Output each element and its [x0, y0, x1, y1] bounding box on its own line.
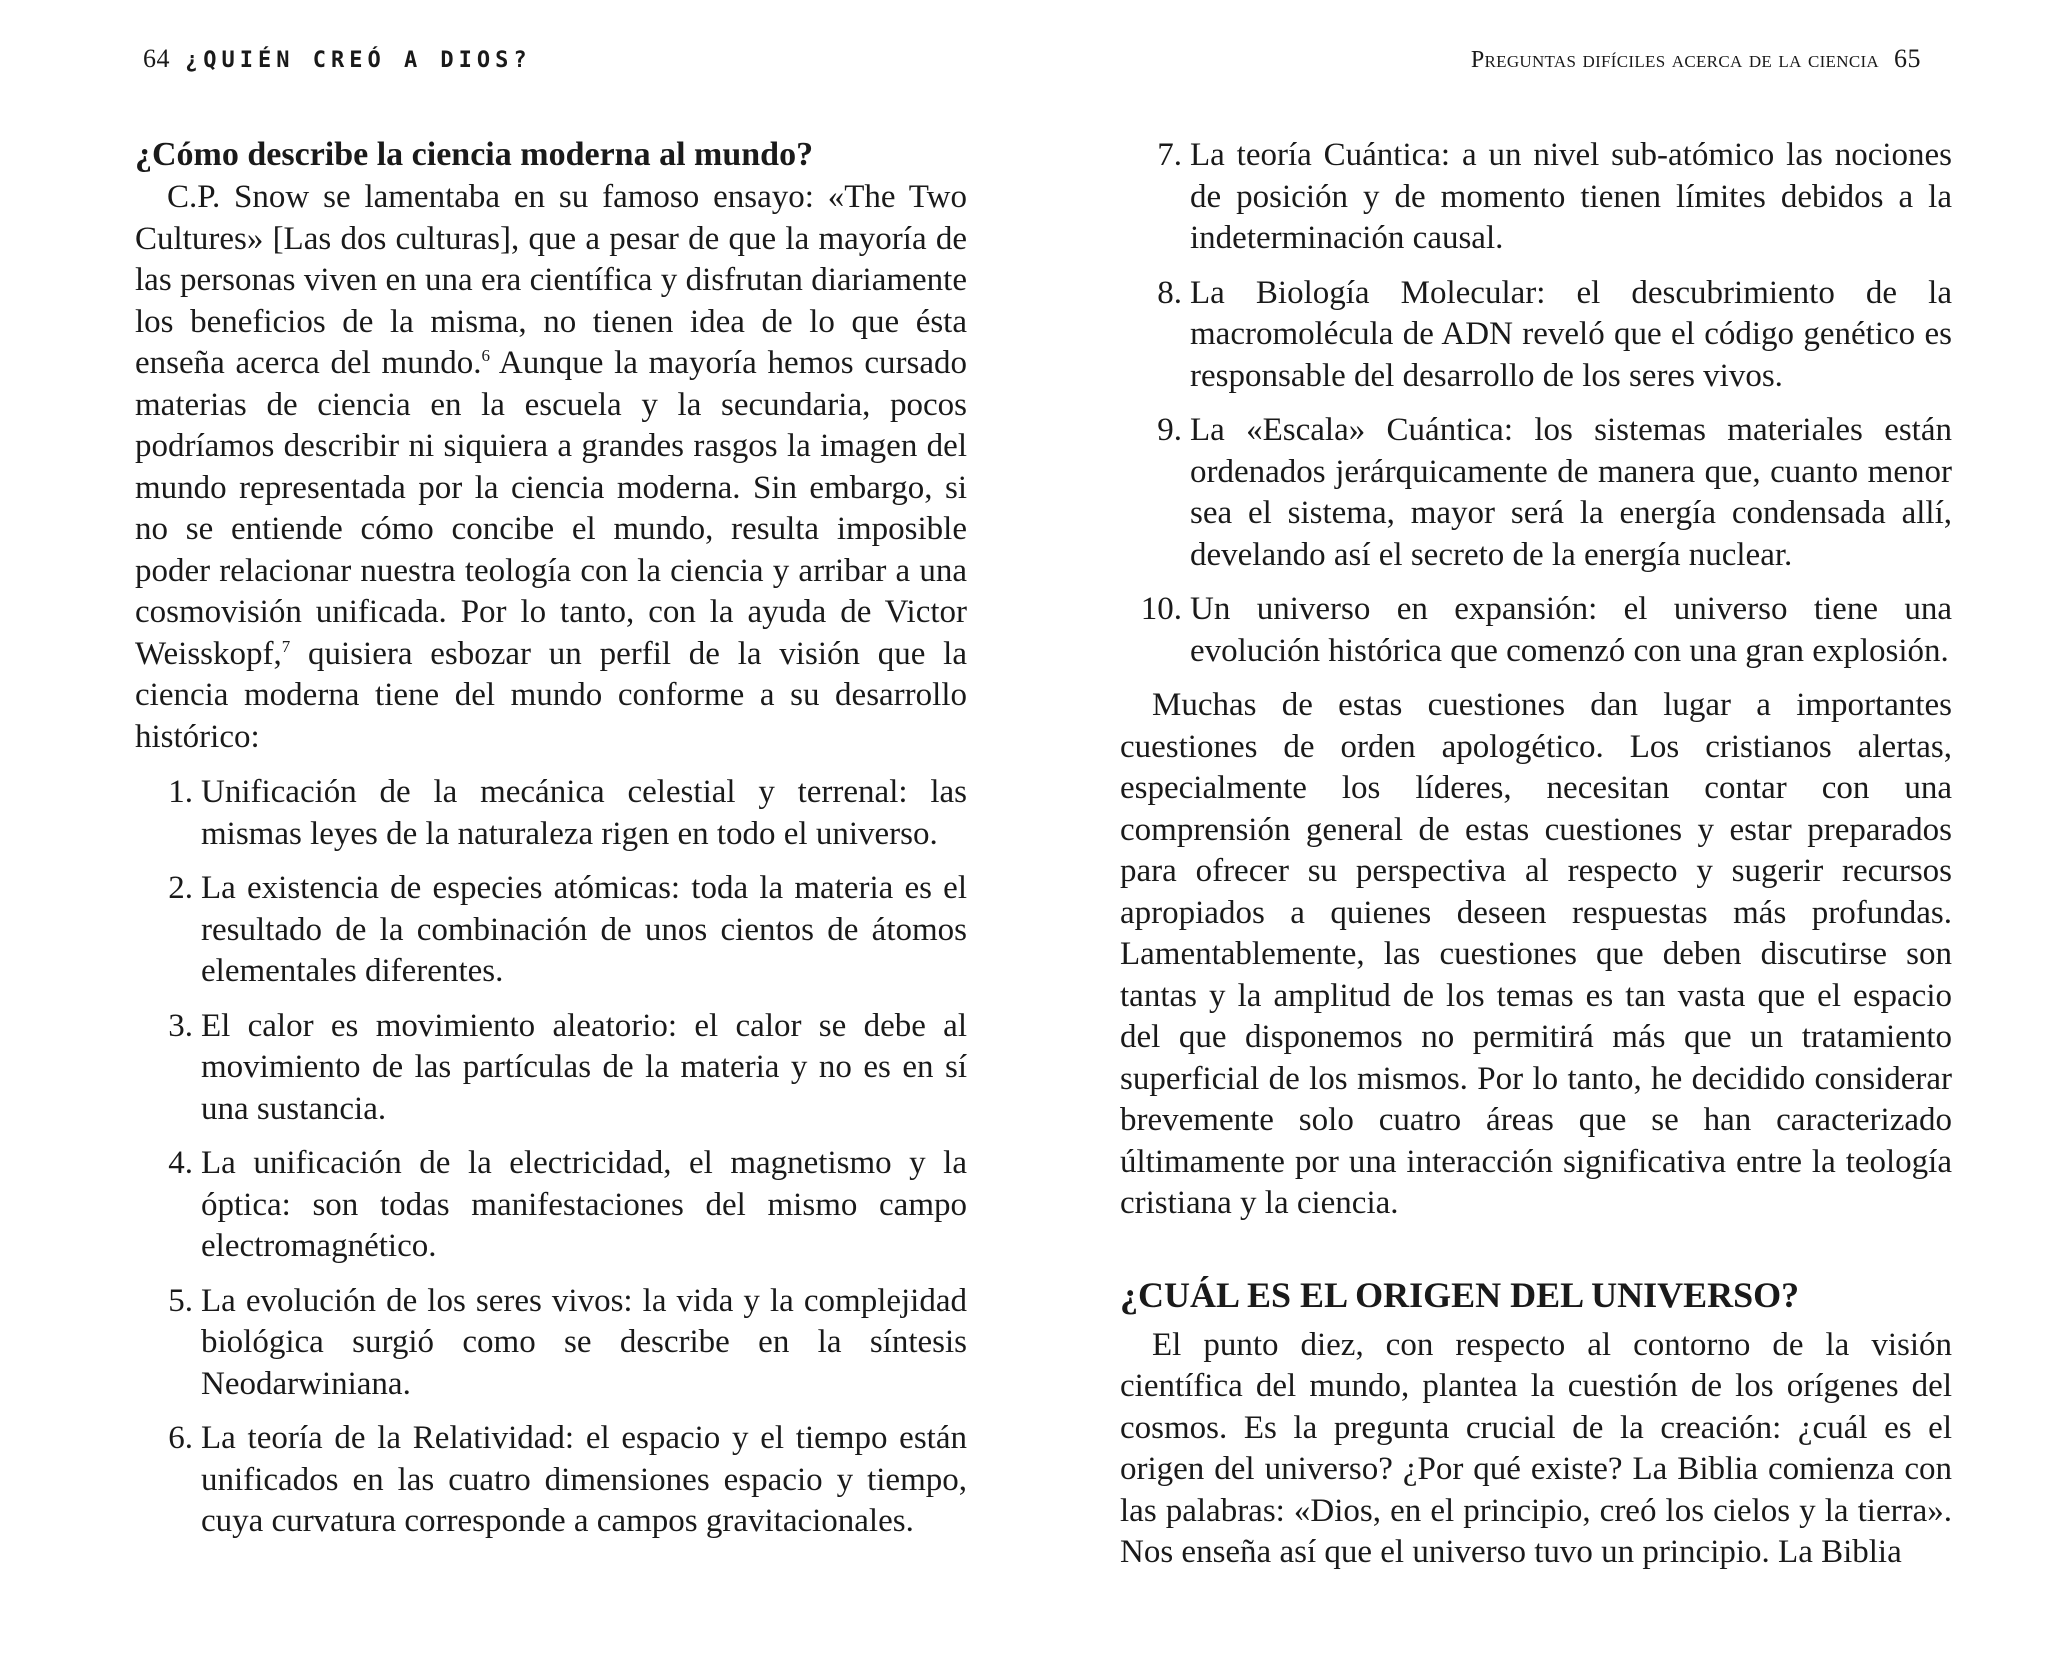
item-number: 10. — [1140, 591, 1182, 627]
section-heading: ¿CUÁL ES EL ORIGEN DEL UNIVERSO? — [1120, 1274, 1800, 1315]
list-item — [135, 1418, 967, 1543]
item-text: La teoría de la Relatividad: el espacio y el tiempo están unificados en las cuatro dimensiones espacio y tiempo, cuya curvatura corresponde a campos gravitacionales. — [201, 1420, 967, 1539]
paragraph-text: C.P. Snow se lamentaba en su famoso ensayo: «The Two Cultures» [Las dos culturas], que a pesar de que la mayoría de las personas viven en una era científica y disfrutan diariamente los beneficios de la misma, no tienen idea de lo que ésta enseña acerca del mundo. — [135, 179, 967, 381]
list-item — [135, 1281, 967, 1406]
right-text-column — [1120, 135, 1952, 1574]
item-text: Unificación de la mecánica celestial y terrenal: las mismas leyes de la naturaleza rigen en todo el universo. — [201, 774, 967, 852]
item-text: La Biología Molecular: el descubrimiento de la macromolécula de ADN reveló que el código genético es responsable del desarrollo de los seres vivos. — [1190, 274, 1952, 394]
item-number: 8. — [1157, 274, 1182, 311]
left-text-column — [135, 135, 967, 1556]
item-number: 5. — [168, 1282, 193, 1319]
page-number: 65 — [1894, 44, 1921, 73]
list-item — [1120, 135, 1952, 260]
paragraph-text: Aunque la mayoría hemos cursado materias de ciencia en la escuela y la secundaria, pocos podríamos describir ni siquiera a grandes rasgos la imagen del mundo representada por la ciencia moderna. Sin embargo, si no se entiende cómo concibe el mundo, resulta imposible poder relacionar nuestra teología con la ciencia y arribar a una cosmovisión unificada. Por lo tanto, con la ayuda de Victor Weisskopf, — [135, 345, 967, 672]
item-text: El calor es movimiento aleatorio: el calor se debe al movimiento de las partículas de la materia y no es en sí una sustancia. — [201, 1007, 967, 1127]
item-text: La unificación de la electricidad, el magnetismo y la óptica: son todas manifestaciones del mismo campo electromagnético. — [201, 1145, 967, 1264]
item-number: 1. — [168, 774, 193, 810]
item-number: 3. — [168, 1007, 193, 1044]
item-number: 2. — [168, 870, 193, 906]
body-paragraph: El punto diez, con respecto al contorno de la visión científica del mundo, plantea la cuestión de los orígenes del cosmos. Es la pregunta crucial de la creación: ¿cuál es el origen del universo? ¿Por qué existe? La Biblia comienza con las palabras: «Dios, en el principio, creó los cielos y la tierra». Nos enseña así que el universo tuvo un principio. La Biblia — [1120, 1326, 1952, 1570]
footnote-ref: 6 — [481, 346, 490, 365]
item-number: 9. — [1157, 412, 1182, 448]
running-title: Preguntas difíciles acerca de la ciencia — [1470, 47, 1879, 73]
list-item — [135, 1143, 967, 1268]
item-number: 6. — [168, 1420, 193, 1456]
running-header-right — [1024, 44, 1929, 74]
item-number: 4. — [168, 1145, 193, 1181]
list-item — [135, 868, 967, 993]
list-item — [1120, 589, 1952, 672]
right-page — [1024, 0, 2048, 1667]
numbered-list — [135, 772, 967, 1543]
footnote-ref: 7 — [281, 636, 291, 656]
list-item — [1120, 273, 1952, 398]
running-header-left — [135, 44, 532, 74]
paragraph-text: quisiera esbozar un perfil de la visión que la ciencia moderna tiene del mundo conforme a su desarrollo histórico: — [135, 635, 967, 755]
subheading: ¿Cómo describe la ciencia moderna al mundo? — [135, 136, 814, 173]
list-item — [135, 1006, 967, 1131]
intro-paragraph — [135, 177, 967, 758]
running-title: ¿QUIÉN CREÓ A DIOS? — [185, 48, 532, 73]
item-text: La evolución de los seres vivos: la vida y la complejidad biológica surgió como se describe en la síntesis Neodarwiniana. — [201, 1282, 967, 1402]
numbered-list — [1120, 135, 1952, 672]
list-item — [135, 772, 967, 855]
item-number: 7. — [1157, 137, 1182, 173]
item-text: La existencia de especies atómicas: toda la materia es el resultado de la combinación de unos cientos de átomos elementales diferentes. — [201, 870, 967, 989]
item-text: La «Escala» Cuántica: los sistemas materiales están ordenados jerárquicamente de manera que, cuanto menor sea el sistema, mayor será la energía condensada allí, develando así el secreto de la energía nuclear. — [1190, 412, 1952, 573]
page-number: 64 — [143, 44, 170, 73]
item-text: Un universo en expansión: el universo tiene una evolución histórica que comenzó con una gran explosión. — [1190, 591, 1952, 669]
body-paragraph: Muchas de estas cuestiones dan lugar a importantes cuestiones de orden apologético. Los cristianos alertas, especialmente los líderes, necesitan contar con una comprensión general de estas cuestiones y estar preparados para ofrecer su perspectiva al respecto y sugerir recursos apropiados a quienes deseen respuestas más profundas. Lamentablemente, las cuestiones que deben discutirse son tantas y la amplitud de los temas es tan vasta que el espacio del que disponemos no permitirá más que un tratamiento superficial de los mismos. Por lo tanto, he decidido considerar brevemente solo cuatro áreas que se han caracterizado últimamente por una interacción significativa entre la teología cristiana y la ciencia. — [1120, 687, 1952, 1221]
list-item — [1120, 410, 1952, 576]
item-text: La teoría Cuántica: a un nivel sub-atómico las nociones de posición y de momento tienen límites debidos a la indeterminación causal. — [1190, 137, 1952, 256]
